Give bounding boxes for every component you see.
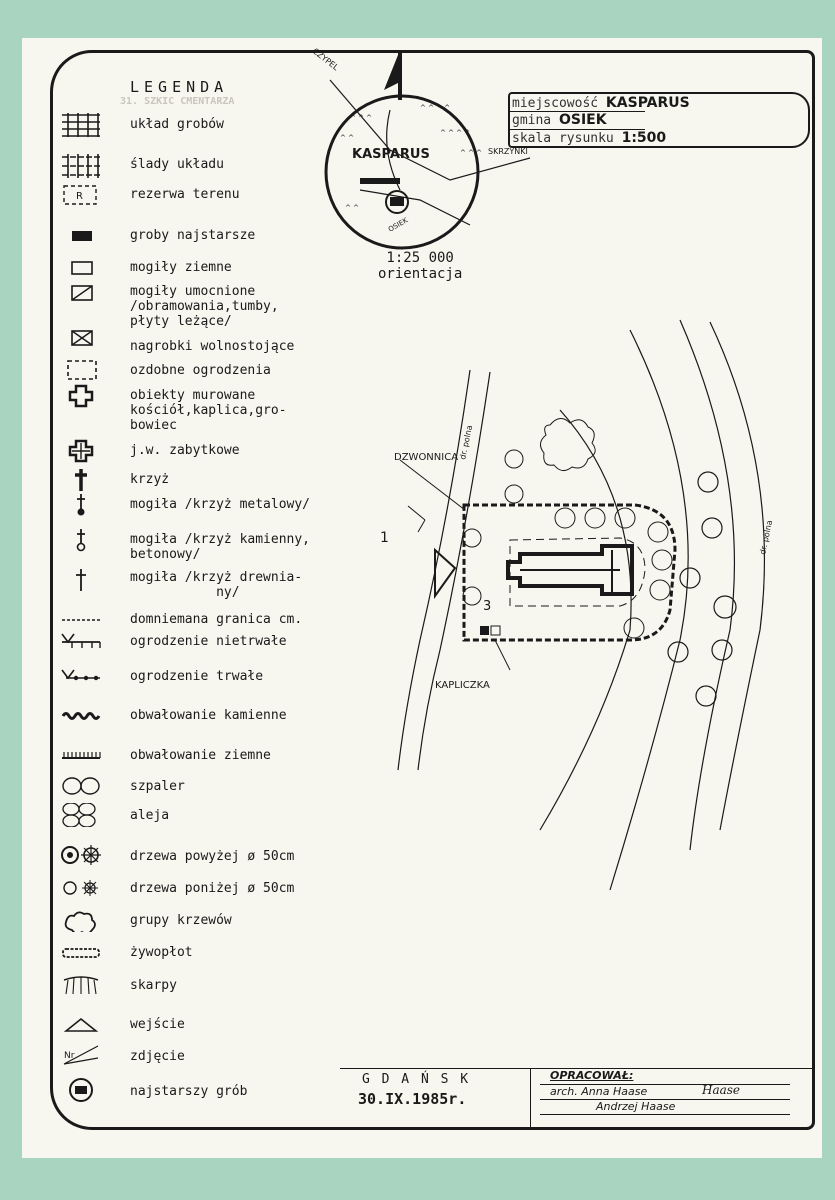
- svg-text:^ ^ ^ ^: ^ ^ ^ ^: [420, 104, 451, 112]
- svg-text:^ ^ ^: ^ ^ ^: [460, 149, 483, 157]
- legend-item-label: grupy krzewów: [130, 913, 232, 928]
- legend-item-label: wejście: [130, 1017, 185, 1032]
- oldest-grave-icon: [60, 1078, 102, 1102]
- author-2: Andrzej Haase: [596, 1100, 676, 1113]
- hedge-icon: [60, 941, 102, 965]
- legend-item-label: ozdobne ogrodzenia: [130, 363, 271, 378]
- dashed-line-icon: [60, 608, 102, 632]
- row-trees-icon: [60, 774, 102, 798]
- svg-text:Nr: Nr: [64, 1051, 75, 1061]
- cemetery-site-plan: [380, 310, 800, 900]
- grid-graves-icon: [60, 113, 102, 137]
- filled-rect-icon: [60, 224, 102, 248]
- legend-item-label: mogiła /krzyż metalowy/: [130, 497, 311, 512]
- legend-item-label: układ grobów: [130, 117, 224, 132]
- chapel-label: KAPLICZKA: [435, 680, 490, 691]
- legend-item-label: j.w. zabytkowe: [130, 443, 240, 458]
- legend-item-label: mogiły ziemne: [130, 260, 232, 275]
- field-roads: [398, 320, 764, 890]
- footer-city: G D A Ń S K: [362, 1072, 471, 1087]
- road-label-left: dr. polna: [458, 424, 475, 461]
- legend-item-label: nagrobki wolnostojące: [130, 339, 295, 354]
- photo-point-1: [408, 506, 425, 532]
- legend-item-label: obwałowanie kamienne: [130, 708, 287, 723]
- slope-icon: [60, 974, 102, 998]
- svg-text:^ ^: ^ ^: [345, 204, 359, 212]
- small-trees-icon: [60, 876, 102, 900]
- legend-item-label: krzyż: [130, 472, 170, 487]
- legend-item-label: groby najstarsze: [130, 228, 256, 243]
- scale-label: skala rysunku: [512, 131, 614, 146]
- empty-rect-icon: [60, 256, 102, 280]
- legend-title: LEGENDA: [130, 78, 229, 96]
- legend-item-label: ogrodzenie trwałe: [130, 669, 264, 684]
- large-trees-icon: [60, 843, 102, 867]
- commune-label: gmina: [512, 113, 552, 128]
- orientation-road-label-2: SKRZYNKI: [488, 147, 528, 156]
- legend-item-label: zdjęcie: [130, 1049, 185, 1064]
- legend-item-label: aleja: [130, 808, 170, 823]
- orientation-place-label: KASPARUS: [352, 147, 430, 162]
- heavy-cross-icon: [60, 468, 102, 492]
- legend-item-label: obwałowanie ziemne: [130, 748, 271, 763]
- reserve-box-icon: [60, 183, 102, 207]
- trees-inside: [463, 450, 672, 638]
- legend-item-label: szpaler: [130, 779, 185, 794]
- belfry-label: DZWONNICA: [394, 452, 459, 463]
- locality-value: KASPARUS: [605, 95, 690, 111]
- legend-item-label: mogiła /krzyż kamienny, betonowy/: [130, 532, 311, 562]
- temporary-fence-icon: [60, 630, 102, 654]
- legend-item-label: drzewa poniżej ø 50cm: [130, 881, 295, 896]
- sheet-stamp: 31. SZKIC CMENTARZA: [120, 96, 235, 107]
- stone-cross-icon: [60, 528, 102, 552]
- svg-text:^ ^ ^ ^: ^ ^ ^ ^: [440, 129, 471, 137]
- legend-item-label: drzewa powyżej ø 50cm: [130, 849, 295, 864]
- svg-text:^ ^ ^: ^ ^ ^: [350, 114, 373, 122]
- legend-item-label: obiekty murowane kościół,kaplica,gro- bowiec: [130, 388, 287, 433]
- large-trees-outside: [668, 472, 736, 706]
- svg-text:R: R: [76, 191, 83, 202]
- orientation-road-label-3: OSIEK: [387, 216, 410, 234]
- footer-block: [340, 1068, 814, 1130]
- svg-text:^ ^: ^ ^: [340, 134, 354, 142]
- dashed-rect-icon: [60, 358, 102, 382]
- legend-item-label: ogrodzenie nietrwałe: [130, 634, 287, 649]
- metal-cross-icon: [60, 493, 102, 517]
- church-plan-historic-icon: [60, 439, 102, 463]
- legend-item-label: mogiła /krzyż drewnia- ny/: [130, 570, 303, 600]
- scale-value: 1:500: [621, 130, 667, 146]
- grid-traces-icon: [60, 154, 102, 178]
- wooden-cross-icon: [60, 568, 102, 592]
- legend-item-label: skarpy: [130, 978, 177, 993]
- earth-embankment-icon: [60, 744, 102, 768]
- stone-embankment-icon: [60, 704, 102, 728]
- shrubs-icon: [60, 908, 102, 932]
- title-block: [508, 92, 810, 148]
- legend-item-label: żywopłot: [130, 945, 193, 960]
- commune-value: OSIEK: [558, 112, 607, 128]
- legend-item-label: najstarszy grób: [130, 1084, 248, 1099]
- orientation-scale: 1:25 000: [386, 250, 454, 266]
- prepared-by-label: OPRACOWAŁ:: [550, 1069, 634, 1082]
- legend-item-label: domniemana granica cm.: [130, 612, 303, 627]
- slashed-rect-icon: [60, 281, 102, 305]
- legend-item-label: mogiły umocnione /obramowania,tumby, płyty leżące/: [130, 284, 279, 329]
- north-arrow-icon: [384, 50, 400, 100]
- author-1: arch. Anna Haase: [550, 1085, 648, 1098]
- locality-label: miejscowość: [512, 96, 599, 111]
- legend-item-label: rezerwa terenu: [130, 187, 240, 202]
- orientation-caption: orientacja: [378, 266, 463, 282]
- cemetery-fence: [464, 505, 675, 640]
- author-signature: Haase: [702, 1083, 741, 1097]
- photo-number-3: 3: [483, 599, 492, 614]
- church-plan-icon: [60, 384, 102, 408]
- permanent-fence-icon: [60, 666, 102, 690]
- footer-date: 30.IX.1985r.: [358, 1090, 467, 1108]
- crossed-rect-icon: [60, 326, 102, 350]
- legend-item-label: ślady układu: [130, 157, 224, 172]
- avenue-icon: [60, 803, 102, 827]
- road-label-right: dr. polna: [758, 519, 775, 556]
- entrance-icon: [60, 1013, 102, 1037]
- photo-icon: [60, 1044, 102, 1068]
- orientation-scale-block: [378, 250, 462, 282]
- photo-number-1: 1: [380, 530, 389, 546]
- orientation-road-label-1: CZYPEL: [310, 46, 341, 73]
